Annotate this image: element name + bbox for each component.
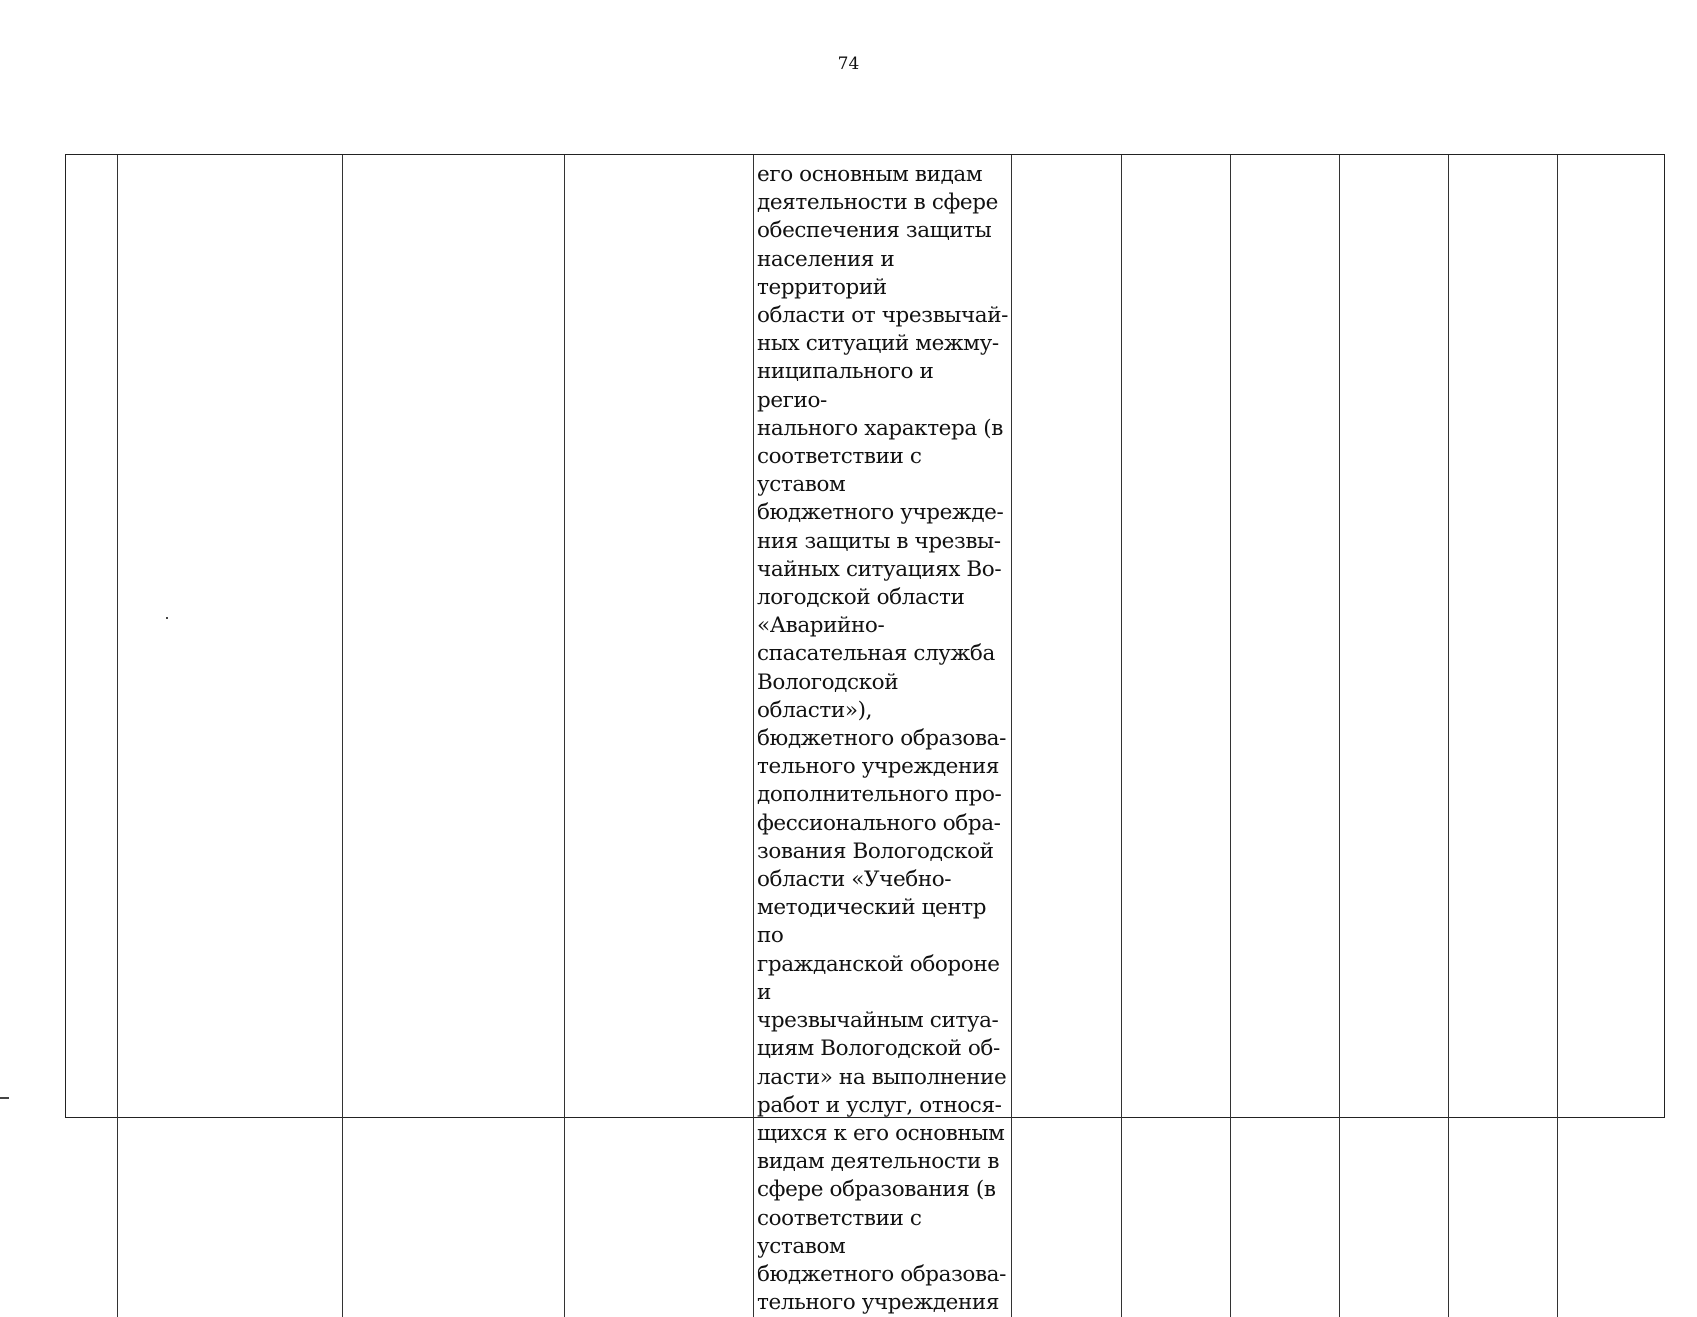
table-cell-col-2	[118, 155, 343, 1317]
table-cell-col-7	[1122, 155, 1231, 1317]
table-cell-col-9	[1340, 155, 1449, 1317]
table-cell-col-10	[1449, 155, 1558, 1317]
table-cell-col-4	[565, 155, 754, 1317]
table-cell-description: его основным видам деятельности в сфере обеспечения защиты населения и территорий области от чрезвычай- ных ситуаций межму- ниципального и регио- нального характера (в соответствии с уставом бюджетного учрежде- ния защиты в чрезвы- чайных ситуациях Во- логодской области «Аварийно- спасательная служба Вологодской области»), бюджетного образова- тельного учреждения дополнительного про- фессионального обра- зования Вологодской области «Учебно- методический центр по гражданской обороне и чрезвычайным ситуа- циям Вологодской об- ласти» на выполнение работ и услуг, относя- щихся к его основным видам деятельности в сфере образования (в соответствии с уставом бюджетного образова- тельного учреждения	[754, 155, 1012, 1317]
scan-edge-mark	[0, 1097, 9, 1099]
table-continuation	[65, 154, 1665, 1316]
table-cell-col-11	[1558, 155, 1666, 1317]
scan-speck	[166, 617, 168, 619]
table-cell-col-8	[1231, 155, 1340, 1317]
page-number: 74	[837, 54, 860, 74]
table-cell-col-3	[343, 155, 565, 1317]
table-cell-col-6	[1012, 155, 1122, 1317]
table-cell-col-1	[66, 155, 118, 1317]
